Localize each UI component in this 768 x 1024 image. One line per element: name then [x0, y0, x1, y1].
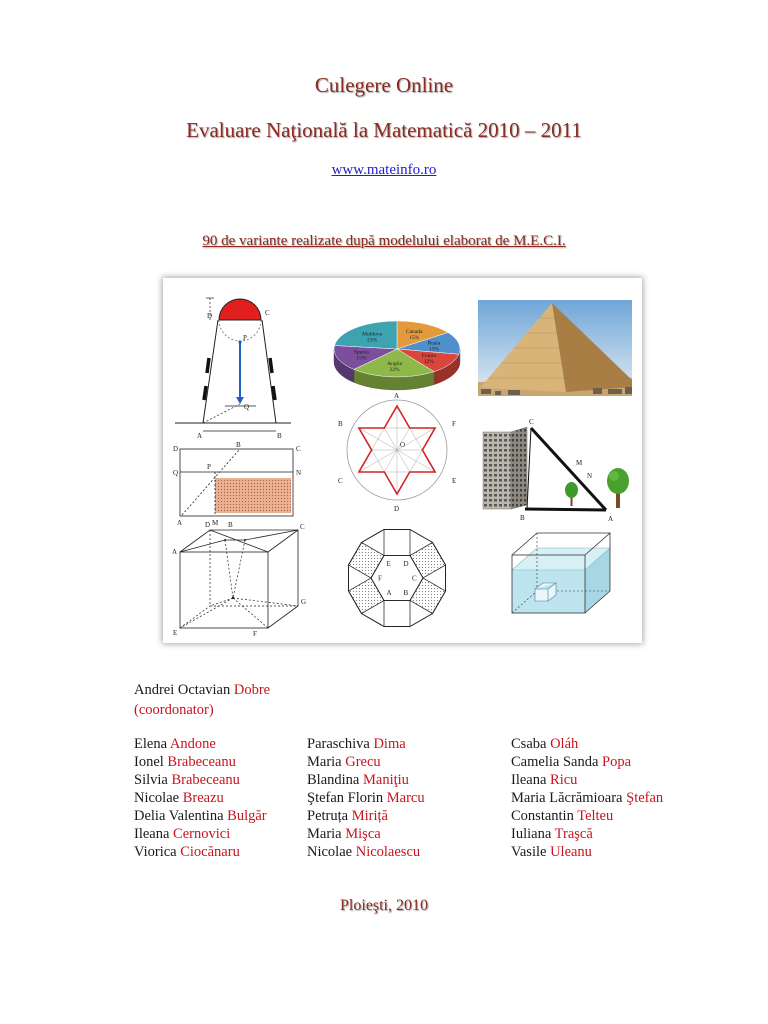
author-entry [307, 735, 425, 753]
dodecagon-label: C [412, 574, 417, 583]
author-entry [134, 771, 267, 789]
star-inner-lines [359, 406, 435, 494]
dodecagon-square [348, 578, 384, 614]
author-first-name: Petruța [307, 808, 349, 824]
author-first-name: Nicolae [134, 790, 180, 806]
star-label: D [394, 505, 400, 513]
building-front [483, 432, 511, 509]
cube-figure [180, 530, 298, 628]
author-entry [511, 771, 663, 789]
author-entry [307, 825, 425, 843]
cube-label: G [301, 598, 307, 606]
rectangle-figure [180, 449, 293, 516]
dashed-circle-arc [219, 320, 261, 341]
author-first-name: Silvia [134, 772, 168, 788]
star-label: O [400, 441, 406, 449]
author-surname: Grecu [345, 754, 381, 770]
author-entry [307, 843, 425, 861]
author-entry [307, 789, 425, 807]
rectangle-label: B [236, 441, 241, 449]
author-entry [511, 807, 663, 825]
rectangle-label: Q [173, 469, 179, 477]
building-label: C [529, 418, 534, 426]
rectangle-label: D [173, 445, 179, 453]
dodecagon-label: D [403, 559, 409, 568]
pie-slice-label: Canada 15% [405, 329, 423, 341]
point-p [238, 340, 241, 343]
cube-label: D [205, 521, 211, 529]
website-line [0, 160, 768, 180]
author-surname: Uleanu [550, 844, 592, 860]
document-title: Culegere Online [314, 73, 454, 97]
trapezoid-label: P [243, 334, 247, 342]
star-label: B [338, 420, 343, 428]
author-surname: Brabeceanu [171, 772, 240, 788]
pie-slice-label: Moldova 23% [362, 331, 382, 344]
author-surname: Traşcă [554, 826, 593, 842]
trapezoid-label: A [197, 432, 203, 440]
author-entry [134, 735, 267, 753]
author-first-name: Vasile [511, 844, 547, 860]
dodecagon-square [348, 542, 384, 578]
author-surname: Brabeceanu [167, 754, 236, 770]
author-surname: Bulgăr [227, 808, 267, 824]
authors-column [511, 735, 663, 861]
author-first-name: Ileana [511, 772, 547, 788]
small-tree-icon [565, 482, 578, 506]
author-first-name: Maria [307, 826, 342, 842]
cube-label: A [172, 548, 178, 556]
star-label: F [452, 420, 456, 428]
author-first-name: Maria [307, 754, 342, 770]
author-entry [511, 753, 663, 771]
trapezoid-label: C [265, 309, 270, 317]
author-first-name: Nicolae [307, 844, 353, 860]
aquarium-figure [512, 533, 610, 613]
star-figure [347, 400, 447, 500]
author-entry [511, 735, 663, 753]
author-first-name: Elena [134, 736, 168, 752]
trapezoid-label: Q [244, 403, 250, 411]
cube-top-lines [180, 530, 298, 552]
dashed-guide [203, 404, 240, 423]
description-line: 90 de variante realizate după modelului elaborat de M.E.C.I. [202, 233, 566, 249]
author-surname: Oláh [550, 736, 579, 752]
cube-label: E [173, 629, 178, 637]
building-label: M [576, 459, 583, 467]
author-first-name: Constantin [511, 808, 574, 824]
dodecagon-label: F [378, 574, 382, 583]
trapezoid-label: B [277, 432, 282, 440]
author-surname: Cernovici [173, 826, 231, 842]
author-entry [307, 771, 425, 789]
building-side [511, 427, 527, 509]
dodecagon-label: A [386, 589, 392, 598]
author-first-name: Blandina [307, 772, 360, 788]
author-surname: Ştefan [626, 790, 664, 806]
author-first-name: Ileana [134, 826, 170, 842]
author-first-name: Camelia Sanda [511, 754, 599, 770]
author-first-name: Ionel [134, 754, 164, 770]
red-semicircle [219, 299, 261, 320]
cube-hidden-edges [180, 530, 298, 628]
rectangle-label: P [207, 463, 211, 471]
building-label: N [587, 472, 593, 480]
dodecagon-figure [348, 529, 445, 626]
star-label: E [452, 477, 457, 485]
author-surname: Andone [169, 736, 216, 752]
coordinator-block [134, 680, 270, 720]
author-surname: Dima [373, 736, 406, 752]
author-first-name: Csaba [511, 736, 547, 752]
figure-collage [163, 278, 642, 643]
base-ba [525, 509, 606, 510]
cube-label: B [228, 521, 233, 529]
right-post [262, 320, 276, 423]
left-post [203, 320, 218, 423]
pie-slice-label: Franta 12% [421, 353, 436, 365]
author-entry [134, 843, 267, 861]
author-entry [307, 753, 425, 771]
coordinator-surname: Dobre [233, 682, 271, 698]
author-first-name: Maria Lăcrămioara [511, 790, 623, 806]
arrow-head [236, 397, 244, 404]
pie-slice-label: Rusia 13% [427, 340, 441, 353]
author-surname: Marcu [386, 790, 425, 806]
author-first-name: Paraschiva [307, 736, 370, 752]
author-surname: Ricu [550, 772, 578, 788]
authors-column [307, 735, 425, 861]
author-first-name: Ştefan Florin [307, 790, 384, 806]
author-entry [134, 825, 267, 843]
author-entry [511, 843, 663, 861]
author-surname: Maniţiu [362, 772, 409, 788]
author-surname: Popa [602, 754, 632, 770]
rectangle-label: A [177, 519, 183, 527]
website-link[interactable]: www.mateinfo.ro [331, 162, 437, 178]
authors-column [134, 735, 267, 861]
building-label: B [520, 514, 525, 522]
document-subtitle: Evaluare Naţională la Matematică 2010 – 2011 [186, 118, 582, 142]
dodecagon-square [384, 601, 410, 627]
author-entry [134, 807, 267, 825]
author-surname: Mişca [345, 826, 381, 842]
rectangle-label: C [296, 445, 301, 453]
author-first-name: Delia Valentina [134, 808, 224, 824]
collage-drawing [163, 278, 642, 643]
pie-chart-figure [334, 321, 460, 390]
coordinator-role: (coordonator) [134, 702, 214, 718]
coordinator-first-name: Andrei Octavian [134, 682, 231, 698]
hypotenuse-ca [531, 428, 606, 510]
cube-vertices [224, 539, 246, 599]
dodecagon-square [410, 578, 446, 614]
trapezoid-figure [175, 298, 291, 431]
author-surname: Telteu [577, 808, 614, 824]
vertical-side-cb [527, 428, 531, 509]
author-entry [307, 807, 425, 825]
rectangle-label: M [212, 519, 219, 527]
star-label: C [338, 477, 343, 485]
cube-back-visible [180, 530, 298, 628]
dodecagon-square [384, 529, 410, 555]
star-label: A [394, 392, 400, 400]
coordinator-name [134, 680, 270, 700]
dodecagon-square [410, 542, 446, 578]
author-entry [134, 789, 267, 807]
pie-slice-label: Spania 15% [353, 349, 369, 362]
author-entry [511, 825, 663, 843]
author-surname: Ciocănaru [180, 844, 240, 860]
building-label: A [608, 515, 614, 523]
dodecagon-label: E [386, 559, 391, 568]
author-first-name: Iuliana [511, 826, 552, 842]
author-surname: Breazu [182, 790, 224, 806]
hatched-region [215, 478, 291, 513]
tree-icon [607, 468, 629, 508]
rectangle-label: N [296, 469, 302, 477]
dodecagon-label: B [403, 589, 409, 598]
pyramid-photo [478, 300, 632, 396]
author-surname: Nicolaescu [355, 844, 421, 860]
pie-slice-label: Anglia 22% [387, 360, 403, 373]
author-entry [511, 789, 663, 807]
place-and-year: Ploieşti, 2010 [339, 897, 428, 914]
author-surname: Miriță [351, 808, 388, 824]
trapezoid-label: D [207, 312, 213, 320]
building-figure [483, 427, 629, 510]
cube-label: C [300, 523, 305, 531]
cube-label: F [253, 630, 257, 638]
author-entry [134, 753, 267, 771]
author-first-name: Viorica [134, 844, 177, 860]
